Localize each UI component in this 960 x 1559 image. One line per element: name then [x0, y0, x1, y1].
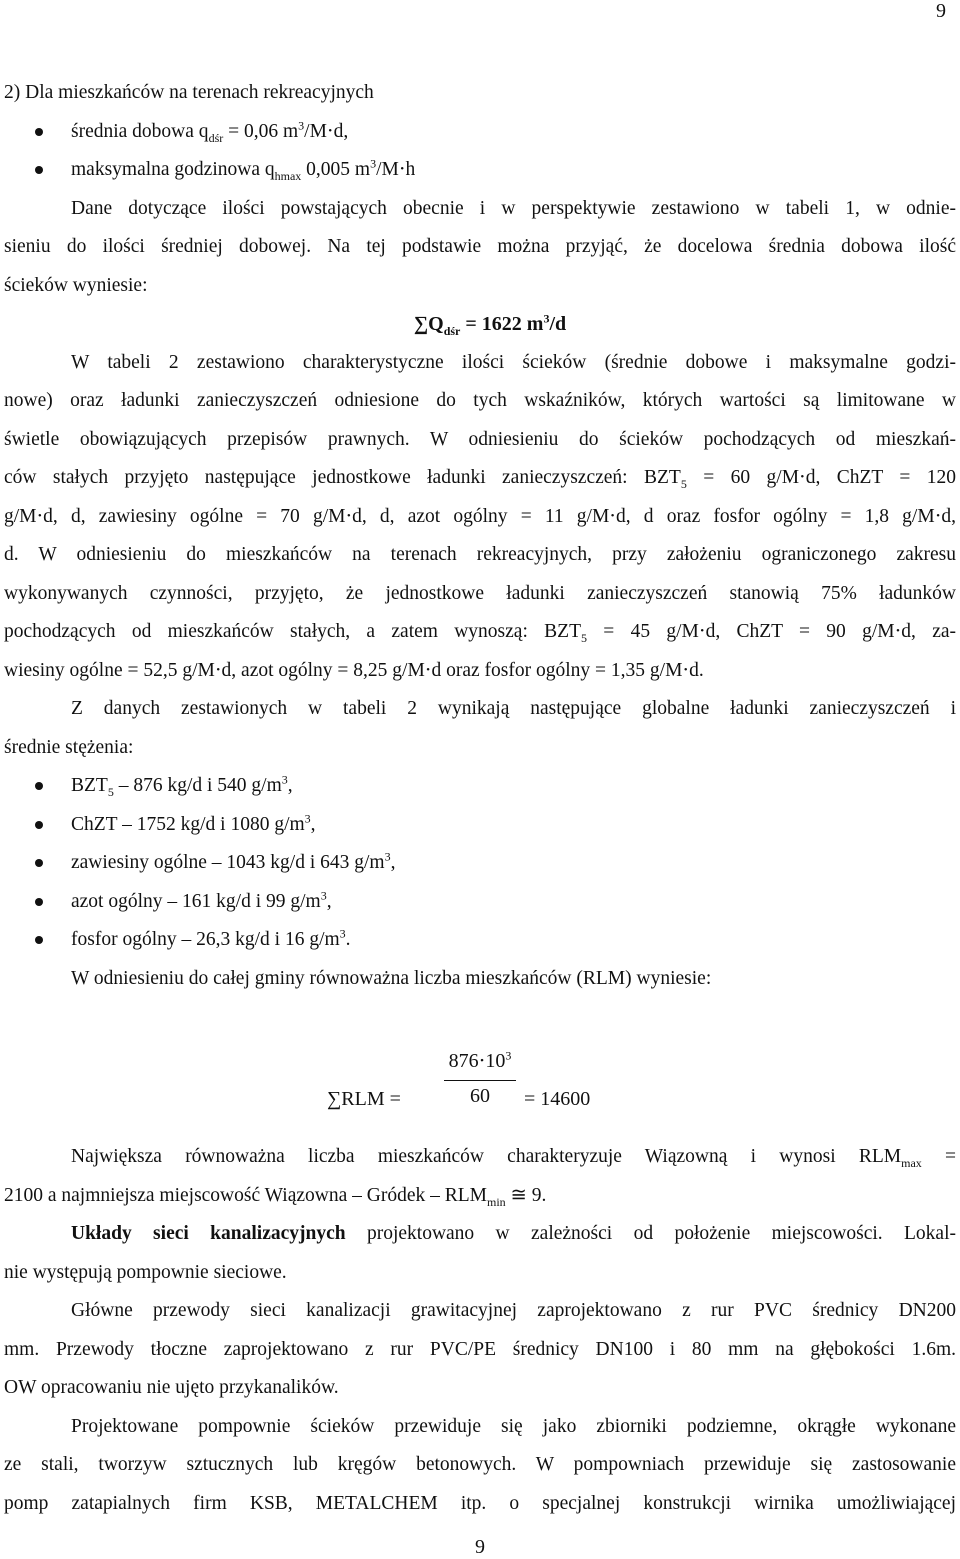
- paragraph-line: Dane dotyczące ilości powstających obecnie i w perspektywie zestawiono w tabeli 1, w odnie-: [71, 197, 956, 219]
- document-body: [4, 74, 956, 1523]
- paragraph-line: nie występują pompownie sieciowe.: [4, 1261, 287, 1283]
- paragraph-line: pochodzących od mieszkańców stałych, a zatem wynoszą: $BZT_5 = 45$ g/M⋅d, ChZT = 90 g/M⋅d, za-: [4, 621, 957, 645]
- formula-rlm: [4, 1038, 956, 1138]
- fraction-bar: [444, 1080, 516, 1081]
- formula-rlm-result: = 14600: [524, 1088, 591, 1110]
- paragraph-line: W tabeli 2 zestawiono charakterystyczne ilości ścieków (średnie dobowe i maksymalne godzi-: [71, 351, 956, 373]
- formula-rlm-denominator: 60: [470, 1085, 490, 1107]
- paragraph-line: Z danych zestawionych w tabeli 2 wynikają następujące globalne ładunki zanieczyszczeń i: [71, 698, 956, 719]
- paragraph-line: W odniesieniu do całej gminy równoważna liczba mieszkańców (RLM) wyniesie:: [71, 967, 712, 989]
- paragraph-line: wiesiny ogólne = 52,5 g/M⋅d, azot ogólny = 8,25 g/M⋅d oraz fosfor ogólny = 1,35 g/M⋅d.: [4, 659, 704, 681]
- paragraph-line: d. W odniesieniu do mieszkańców na terenach rekreacyjnych, przy założeniu ograniczonego zakresu: [4, 544, 956, 565]
- page-number-bottom: 9: [475, 1536, 485, 1558]
- paragraph-line: pomp zatapialnych firm KSB, METALCHEM itp. o specjalnej konstrukcji wirnika umożliwiającej: [4, 1492, 956, 1514]
- formula-rlm-lhs: ∑RLM =: [327, 1088, 401, 1110]
- paragraph-line: OW opracowaniu nie ujęto przykanalików.: [4, 1377, 339, 1398]
- list-item: azot ogólny – 161 kg/d i 99 $g/m^3$,: [4, 883, 956, 922]
- paragraph-line: świetle obowiązujących przepisów prawnych. W odniesieniu do ścieków pochodzących od mieszkań-: [4, 428, 956, 450]
- paragraph-line: ze stali, tworzyw sztucznych lub kręgów betonowych. W pompowniach przewiduje się zastosowanie: [4, 1454, 956, 1475]
- list-item: zawiesiny ogólne – 1043 kg/d i 643 $g/m^3$,: [4, 844, 956, 883]
- paragraph-line: sieniu do ilości średniej dobowej. Na tej podstawie można przyjąć, że docelowa średnia dobowa ilość: [4, 236, 956, 257]
- list-item: fosfor ogólny – 26,3 kg/d i 16 $g/m^3$.: [4, 921, 956, 960]
- paragraph-line: ścieków wyniesie:: [4, 274, 148, 296]
- list-item: średnia dobowa $q_{dśr} = 0,06$ $m^3/M\cdot d$,: [4, 113, 956, 152]
- paragraph-line: mm. Przewody tłoczne zaprojektowano z rur PVC/PE średnicy DN100 i 80 mm na głębokości 1.6m.: [4, 1338, 956, 1360]
- paragraph-line: g/M⋅d, d, zawiesiny ogólne = 70 g/M⋅d, d, azot ogólny = 11 g/M⋅d, d oraz fosfor ogólny = 1,8 g/M⋅d,: [4, 505, 956, 527]
- list-item: ChZT – 1752 kg/d i 1080 $g/m^3$,: [4, 806, 956, 845]
- paragraph-line: ców stałych przyjęto następujące jednostkowe ładunki zanieczyszczeń: $BZT_5 = 60$ g/M⋅d, ChZT = 120: [4, 467, 957, 491]
- paragraph-line: średnie stężenia:: [4, 736, 134, 758]
- formula-q: $\sum Q_{dśr} = 1622$ $m^3/d$: [413, 311, 567, 338]
- page-number-top: 9: [936, 0, 946, 22]
- list-item: $BZT_5 - 876$ kg/d i 540 $g/m^3$,: [4, 767, 956, 806]
- paragraph-line: nowe) oraz ładunki zanieczyszczeń odniesione do tych wskaźników, których wartości są limitowane w: [4, 390, 956, 411]
- paragraph-line: Główne przewody sieci kanalizacji grawitacyjnej zaprojektowano z rur PVC średnicy DN200: [71, 1300, 956, 1321]
- paragraph-line: 2100 a najmniejsza miejscowość Wiązowna – Gródek – $RLM_{min}$ ≅ 9.: [4, 1184, 547, 1209]
- paragraph-line: Największa równoważna liczba mieszkańców charakteryzuje Wiązowną i wynosi $RLM_{max}$ =: [71, 1146, 957, 1170]
- paragraph-line: Projektowane pompownie ścieków przewiduje się jako zbiorniki podziemne, okrągłe wykonane: [71, 1415, 956, 1437]
- section-heading: 2) Dla mieszkańców na terenach rekreacyjnych: [4, 82, 374, 103]
- paragraph-line: wykonywanych czynności, przyjęto, że jednostkowe ładunki zanieczyszczeń stanowią 75% ładunków: [4, 582, 956, 604]
- formula-rlm-fraction: $876\cdot 10^3$ 60: [444, 1050, 516, 1107]
- list-item: maksymalna godzinowa $q_{hmax}$ 0,005 $m^3/M\cdot h$: [4, 151, 956, 190]
- formula-rlm-numerator: 876⋅10: [448, 1050, 506, 1072]
- paragraph-line: Układy sieci kanalizacyjnych projektowano w zależności od położenie miejscowości. Lokal-: [71, 1223, 956, 1244]
